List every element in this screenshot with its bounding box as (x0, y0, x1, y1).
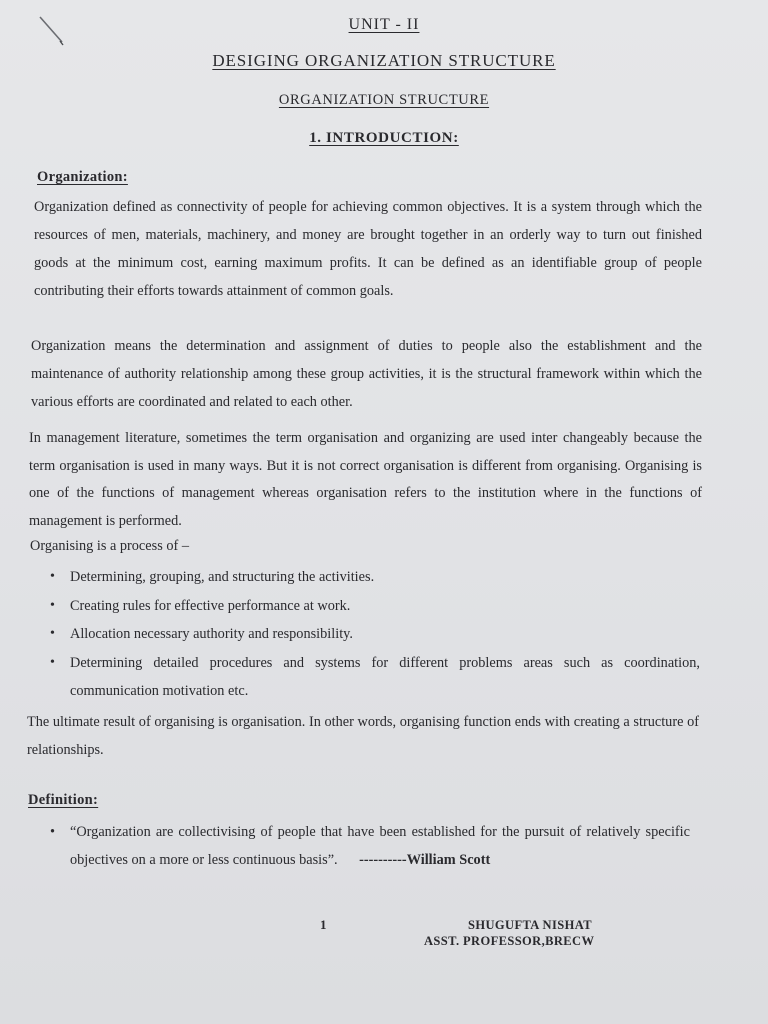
bullet-icon: • (50, 654, 55, 670)
page-number: 1 (320, 917, 327, 932)
organization-paragraph-1: Organization defined as connectivity of people for achieving common objectives. It is a system through which the resources of men, materials, machinery, and money are brought together in an orderly way to turn out finished goods at the minimum cost, earning maximum profits. It can be defined as an identifiable group of people contributing their efforts towards attainment of common goals. (34, 199, 702, 299)
list-item: • Creating rules for effective performance at work. (50, 592, 700, 621)
organization-heading: Organization: (37, 169, 128, 185)
definition-heading: Definition: (28, 792, 99, 808)
organization-paragraph-2: Organization means the determination and assignment of duties to people also the establishment and the maintenance of authority relationship among these group activities, it is the structural framework within which the various efforts are coordinated and related to each other. (31, 338, 702, 410)
result-paragraph: The ultimate result of organising is organisation. In other words, organising function ends with creating a structure of relationships. (27, 714, 699, 758)
document-title: DESIGING ORGANIZATION STRUCTURE (212, 51, 556, 70)
process-lead: Organising is a process of – (30, 538, 189, 554)
definition-list (50, 818, 690, 874)
author-name: SHUGUFTA NISHAT (468, 918, 592, 932)
definition-quote: • “Organization are collectivising of people that have been established for the pursuit of relatively specific objectives on a more or less continuous basis”. ----------William Scott (50, 818, 690, 874)
section-heading: 1. INTRODUCTION: (309, 130, 459, 146)
bullet-icon: • (50, 597, 55, 613)
process-list (50, 563, 700, 706)
bullet-icon: • (50, 824, 56, 840)
organization-paragraph-3: In management literature, sometimes the term organisation and organizing are used inter changeably because the term organisation is used in many ways. But it is not correct organisation is different from organising. Organising is one of the functions of management whereas organisation refers to the institution where in the functions of management is performed. (29, 430, 702, 529)
list-item: • Determining, grouping, and structuring the activities. (50, 563, 700, 592)
list-item: • Allocation necessary authority and responsibility. (50, 620, 700, 649)
bullet-icon: • (50, 626, 55, 641)
bullet-icon: • (50, 569, 55, 584)
definition-author: ----------William Scott (359, 852, 491, 868)
unit-label: UNIT - II (348, 16, 420, 33)
author-signature (424, 917, 594, 949)
author-title: ASST. PROFESSOR,BRECW (424, 934, 595, 948)
list-item: • Determining detailed procedures and systems for different problems areas such as coordination, communication motivation etc. (50, 649, 700, 706)
document-subtitle: ORGANIZATION STRUCTURE (278, 92, 490, 108)
